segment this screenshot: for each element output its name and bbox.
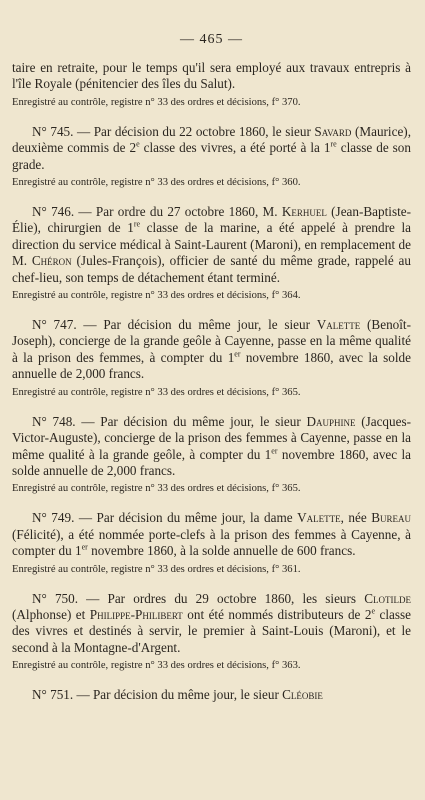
entry-text: N° 751. — Par décision du même jour, le sieur Cléobie [32,687,323,703]
person-name: Clotilde [364,590,411,606]
person-name: Bureau [371,510,411,526]
entry-745 [12,124,411,190]
entry-text: N° 750. — Par ordres du 29 octobre 1860, les sieurs Clotilde (Alphonse) et Philippe-Philibert ont été nommés distributeurs de 2e classe des vivres et destinés à servir, le premier à Saint-Louis (Maroni), et le second à la Montagne-d'Argent. [12,590,411,655]
registration-note: Enregistré au contrôle, registre n° 33 des ordres et décisions, f° 370. [12,96,301,108]
registration-note: Enregistré au contrôle, registre n° 33 des ordres et décisions, f° 365. [12,483,301,495]
entry-750 [12,591,411,674]
person-name: Valette [297,510,341,526]
person-name: Kerhuel [281,204,327,220]
person-name: Valette [316,317,361,333]
entry-text: N° 748. — Par décision du même jour, le sieur Dauphine (Jacques-Victor-Auguste), concierge de la prison des femmes à Cayenne, passe en la même qualité à la grande geôle, à compter du 1er novembre 1860, avec la solde annuelle de 2,000 francs. [12,413,412,478]
entry-text: N° 747. — Par décision du même jour, le sieur Valette (Benoît-Joseph), concierge de la grande geôle à Cayenne, passe en la même qualité à la prison des femmes, à compter du 1er novembre 1860, avec la solde annuelle de 2,000 francs. [12,317,411,382]
registration-note: Enregistré au contrôle, registre n° 33 des ordres et décisions, f° 363. [12,660,301,672]
registration-note: Enregistré au contrôle, registre n° 33 des ordres et décisions, f° 365. [12,386,301,398]
registration-note: Enregistré au contrôle, registre n° 33 des ordres et décisions, f° 360. [12,177,301,189]
person-name: Chéron [31,253,72,269]
entry-text: taire en retraite, pour le temps qu'il sera employé aux travaux entrepris à l'île Royale (pénitencier des îles du Salut). [12,60,411,92]
person-name: Savard [314,123,352,139]
entry-text: N° 745. — Par décision du 22 octobre 1860, le sieur Savard (Maurice), deuxième commis de 2e classe des vivres, a été porté à la 1re classe de son grade. [12,123,411,172]
entry-continuation [12,60,411,110]
entry-746 [12,204,411,303]
entry-751 [12,687,411,703]
entry-748 [12,414,411,497]
page-number: — 465 — [180,32,243,47]
person-name: Cléobie [282,687,323,703]
registration-note: Enregistré au contrôle, registre n° 33 des ordres et décisions, f° 361. [12,563,301,575]
entry-text: N° 746. — Par ordre du 27 octobre 1860, M. Kerhuel (Jean-Baptiste-Élie), chirurgien de 1re classe de la marine, a été appelé à prendre la direction du service médical à Saint-Laurent (Maroni), en remplacement de M. Chéron (Jules-François), officier de santé du même grade, rappelé au chef-lieu, son temps de détachement étant terminé. [12,204,412,285]
person-name: Dauphine [306,413,356,429]
registration-note: Enregistré au contrôle, registre n° 33 des ordres et décisions, f° 364. [12,290,301,302]
entry-749 [12,510,411,576]
entry-747 [12,317,411,400]
entry-text: N° 749. — Par décision du même jour, la dame Valette, née Bureau (Félicité), a été nommée porte-clefs à la prison des femmes à Cayenne, à compter du 1er novembre 1860, à la solde annuelle de 600 francs. [12,510,411,559]
person-name: Philippe-Philibert [89,606,183,622]
